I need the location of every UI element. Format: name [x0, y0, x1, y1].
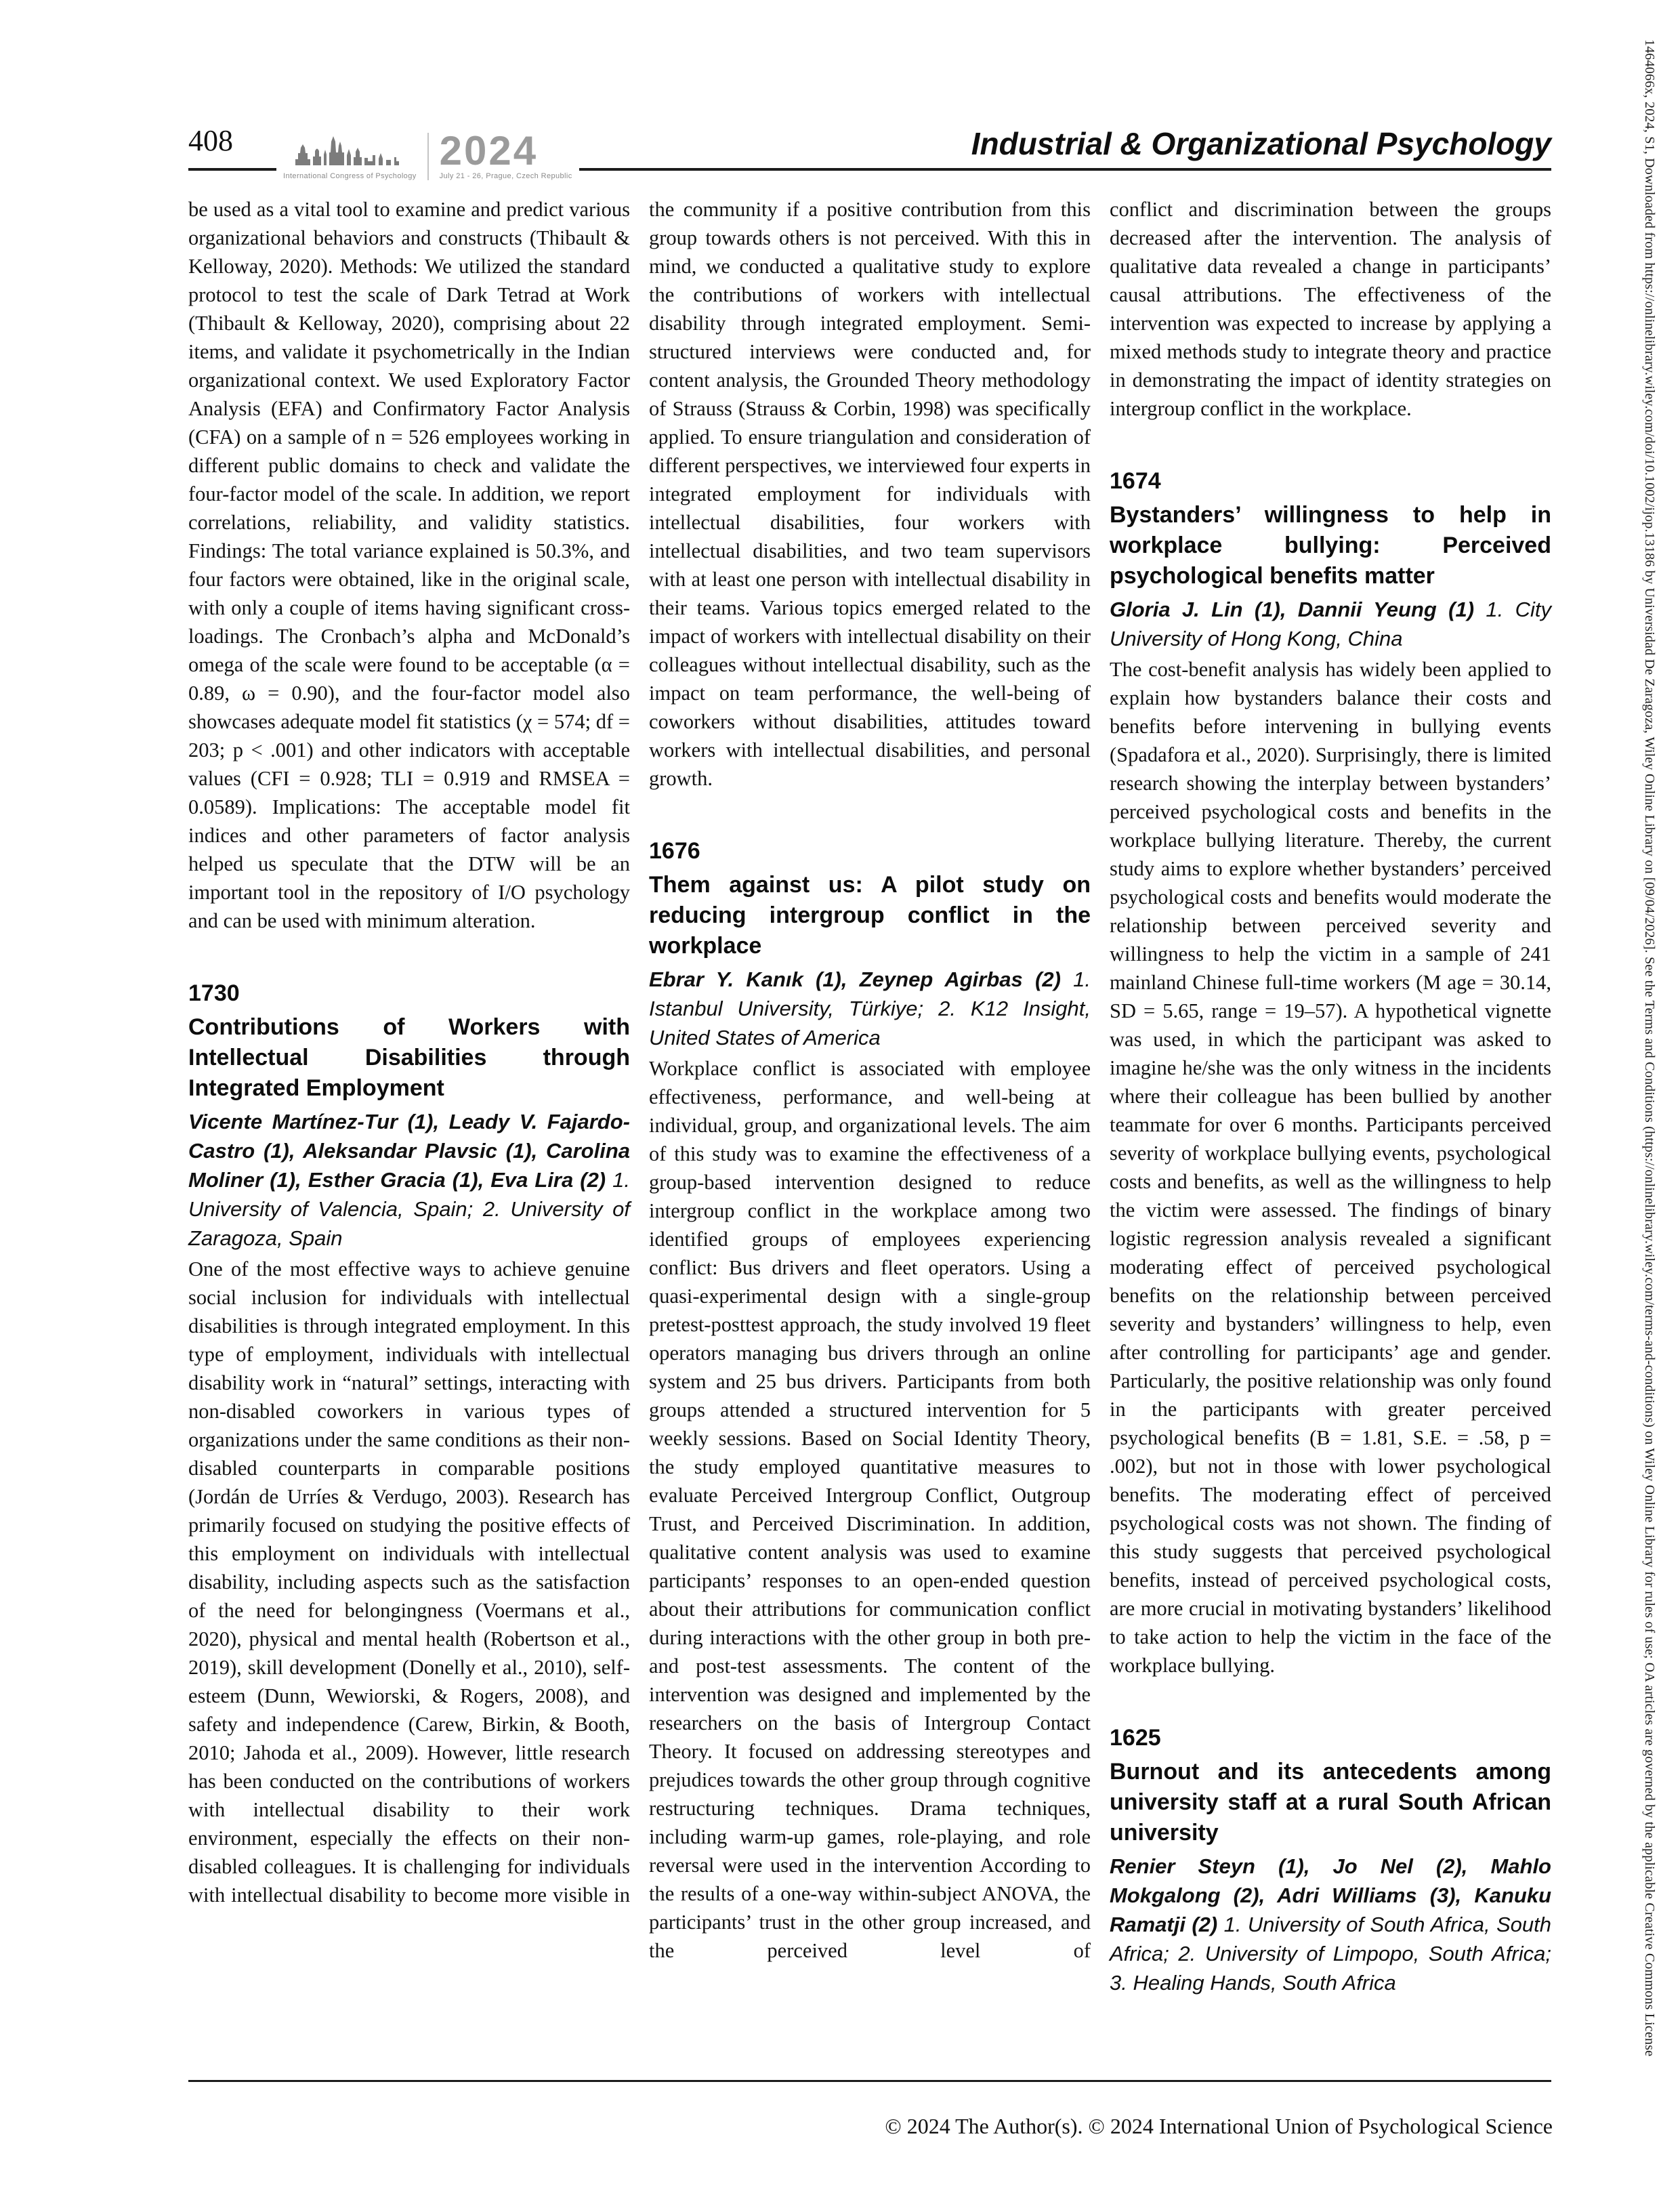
abstract-number: 1625 [1110, 1725, 1161, 1751]
abstract-affiliation: 1. University of Valencia, Spain; 2. University of Zaragoza, Spain [188, 1168, 630, 1250]
congress-logo-right [439, 128, 572, 180]
continuation-paragraph: be used as a vital tool to examine and predict various organizational behaviors and constructs (Thibault & Kelloway, 2020). Methods: We utilized the standard protocol to test the scale of Dark Tetrad at Work (Thibault & Kelloway, 2020), comprising about 22 items, and validate it psychometrically in the Indian organizational context. We used Exploratory Factor Analysis (EFA) and Confirmatory Factor Analysis (CFA) on a sample of n = 526 employees working in different public domains to check and validate the four-factor model of the scale. In addition, we report correlations, reliability, and validity statistics. Findings: The total variance explained is 50.3%, and four factors were obtained, like in the original scale, with only a couple of items having significant cross-loadings. The Cronbach’s alpha and McDonald’s omega of the scale were found to be acceptable (α = 0.89, ω = 0.90), and the four-factor model also showcases adequate model fit statistics (χ = 574; df = 203; p < .001) and other indicators with acceptable values (CFI = 0.928; TLI = 0.919 and RMSEA = 0.0589). Implications: The acceptable model fit indices and other parameters of factor analysis helped us speculate that the DTW will be an important tool in the repository of I/O psychology and can be used with minimum alteration. [188, 198, 630, 932]
continuation-paragraph: the community if a positive contribution from this group towards others is not perceived. With this in mind, we conducted a qualitative study to explore the contributions of workers with intellectual disability through integrated employment. Semi-structured interviews were conducted and, for content analysis, the Grounded Theory methodology of Strauss (Strauss & Corbin, 1998) was specifically applied. To ensure triangulation and consideration of different perspectives, we interviewed four experts in integrated employment for individuals with intellectual disabilities, four workers with intellectual disabilities, and two team supervisors with at least one person with intellectual disability in their teams. Various topics emerged related to the impact of workers with intellectual disability on their colleagues without intellectual disability, such as the impact on team performance, the well-being of coworkers without disabilities, attitudes toward workers with intellectual disabilities, and personal growth. [649, 198, 1091, 790]
column-1 [188, 195, 630, 1999]
abstract-entry-1730 [188, 980, 630, 1909]
abstract-body: Workplace conflict is associated with employee effectiveness, performance, and well-being at individual, group, and organizational levels. The aim of this study was to examine the effectiveness of a group-based intervention designed to reduce intergroup conflict in the workplace among two identified groups of employees experiencing conflict: Bus drivers and fleet operators. Using a quasi-experimental design with a single-group pretest-posttest approach, the study involved 19 fleet operators managing bus drivers through an online system and 25 bus drivers. Participants from both groups attended a structured intervention for 5 weekly sessions. Based on Social Identity Theory, the study employed quantitative measures to evaluate Perceived Intergroup Conflict, Outgroup Trust, and Perceived Discrimination. In addition, qualitative content analysis was used to examine participants’ responses to an open-ended question about their attributions for communication conflict during interactions with the other group in both pre-and post-test assessments. The content of the intervention was designed and implemented by the researchers on the basis of Intergroup Contact Theory. It focused on addressing stereotypes and prejudices towards the other group through cognitive restructuring techniques. Drama techniques, including warm-up games, role-playing, and role reversal were used in the intervention According to the results of a one-way within-subject ANOVA, the participants’ trust in the other group increased, and the perceived level of [649, 1057, 1091, 1962]
prague-skyline-icon [295, 133, 404, 169]
abstract-number: 1674 [1110, 468, 1161, 494]
journal-title: Industrial & Organizational Psychology [971, 126, 1551, 161]
abstract-title: Bystanders’ willingness to help in workplace bullying: Perceived psychological benefits matter [1110, 502, 1551, 589]
column-3 [1110, 195, 1551, 1999]
abstract-entry-1676 [649, 837, 1091, 1965]
abstract-entry-1625 [1110, 1724, 1551, 1997]
congress-logo-left [283, 133, 417, 180]
abstract-authors: Gloria J. Lin (1), Dannii Yeung (1) [1110, 598, 1486, 621]
abstract-title: Them against us: A pilot study on reducing intergroup conflict in the workplace [649, 872, 1091, 959]
abstract-authors: Ebrar Y. Kanık (1), Zeynep Agirbas (2) [649, 967, 1074, 991]
page-number: 408 [188, 124, 233, 157]
congress-logo [276, 128, 579, 180]
congress-year: 2024 [439, 128, 539, 173]
abstract-authors: Renier Steyn (1), Jo Nel (2), Mahlo Mokgalong (2), Adri Williams (3), Kanuku Ramatji (2) [1110, 1854, 1551, 1936]
congress-name: International Congress of Psychology [283, 172, 417, 180]
abstract-byline [649, 965, 1091, 1052]
sidebar-citation: 1464066x, 2024, S1, Downloaded from https://onlinelibrary.wiley.com/doi/10.1002/ijop.13186 by Universidad De Zaragoza, Wiley Online Library on [09/04/2026]. See the Terms and Conditions (https://onlinelibrary.wiley.com/terms-and-conditions) on Wiley Online Library for rules of use; OA articles are governed by the applicable Creative Commons License [1642, 39, 1657, 2057]
column-2 [649, 195, 1091, 1999]
abstract-affiliation: 1. Istanbul University, Türkiye; 2. K12 Insight, United States of America [649, 967, 1091, 1049]
abstract-body: The cost-benefit analysis has widely been applied to explain how bystanders balance their costs and benefits before intervening in bullying events (Spadafora et al., 2020). Surprisingly, there is limited research showing the interplay between bystanders’ perceived psychological costs and benefits in the workplace bullying literature. Thereby, the current study aims to explore whether bystanders’ perceived psychological costs and benefits would moderate the relationship between perceived severity and willingness to help the victim in a sample of 241 mainland Chinese full-time workers (M age = 30.14, SD = 5.65, range = 19–57). A hypothetical vignette was used, in which the participant was asked to imagine he/she was the only witness in the incidents where their colleague has been bullied by another teammate for over 6 months. Participants perceived severity of workplace bullying events, psychological costs and benefits, as well as the willingness to help the victim were assessed. The findings of binary logistic regression analysis revealed a significant moderating effect of perceived psychological benefits on the relationship between perceived severity and bystanders’ willingness to help, even after controlling for participants’ age and gender. Particularly, the positive relationship was only found in the participants with greater perceived psychological benefits (B = 1.81, S.E. = .58, p = .002), but not in those with lower psychological benefits. The moderating effect of perceived psychological costs was not shown. The finding of this study suggests that perceived psychological benefits, instead of perceived psychological costs, are more crucial in motivating bystanders’ likelihood to take action to help the victim in the face of the workplace bullying. [1110, 658, 1551, 1677]
abstract-affiliation: 1. City University of Hong Kong, China [1110, 598, 1551, 650]
logo-divider [427, 133, 429, 180]
abstract-entry-1674 [1110, 467, 1551, 1680]
congress-dates: July 21 - 26, Prague, Czech Republic [439, 172, 572, 180]
abstract-byline [1110, 1852, 1551, 1997]
abstract-byline [188, 1107, 630, 1253]
abstract-body: One of the most effective ways to achieve genuine social inclusion for individuals with intellectual disabilities is through integrated employment. In this type of employment, individuals with intellectual disability work in “natural” settings, interacting with non-disabled coworkers in various types of organizations under the same conditions as their non-disabled counterparts in comparable positions (Jordán de Urríes & Verdugo, 2003). Research has primarily focused on studying the positive effects of this employment on individuals with intellectual disability, including aspects such as the satisfaction of the need for belongingness (Voermans et al., 2020), physical and mental health (Robertson et al., 2019), skill development (Donelly et al., 2010), self-esteem (Dunn, Wewiorski, & Rogers, 2008), and safety and independence (Carew, Birkin, & Booth, 2010; Jahoda et al., 2009). However, little research has been conducted on the contributions of workers with intellectual disability to their work environment, especially the effects on their non-disabled colleagues. It is challenging for individuals with intellectual disability to become more visible in [188, 1257, 630, 1907]
abstract-title: Burnout and its antecedents among university staff at a rural South African university [1110, 1759, 1551, 1846]
abstract-title: Contributions of Workers with Intellectual Disabilities through Integrated Employment [188, 1014, 630, 1101]
abstract-affiliation: 1. University of South Africa, South Africa; 2. University of Limpopo, South Africa; 3. Healing Hands, South Africa [1110, 1913, 1551, 1995]
abstract-byline [1110, 595, 1551, 653]
footer-rule [188, 2080, 1551, 2082]
abstract-authors: Vicente Martínez-Tur (1), Leady V. Fajardo-Castro (1), Aleksandar Plavsic (1), Carolina Moliner (1), Esther Gracia (1), Eva Lira (2) [188, 1110, 630, 1192]
footer-copyright: © 2024 The Author(s). © 2024 International Union of Psychological Science [885, 2114, 1553, 2138]
abstract-columns [188, 195, 1551, 1999]
abstract-number: 1676 [649, 838, 700, 864]
continuation-paragraph: conflict and discrimination between the groups decreased after the intervention. The analysis of qualitative data revealed a change in participants’ causal attributions. The effectiveness of the intervention was expected to increase by applying a mixed methods study to integrate theory and practice in demonstrating the impact of identity strategies on intergroup conflict in the workplace. [1110, 198, 1551, 420]
abstract-number: 1730 [188, 980, 240, 1006]
